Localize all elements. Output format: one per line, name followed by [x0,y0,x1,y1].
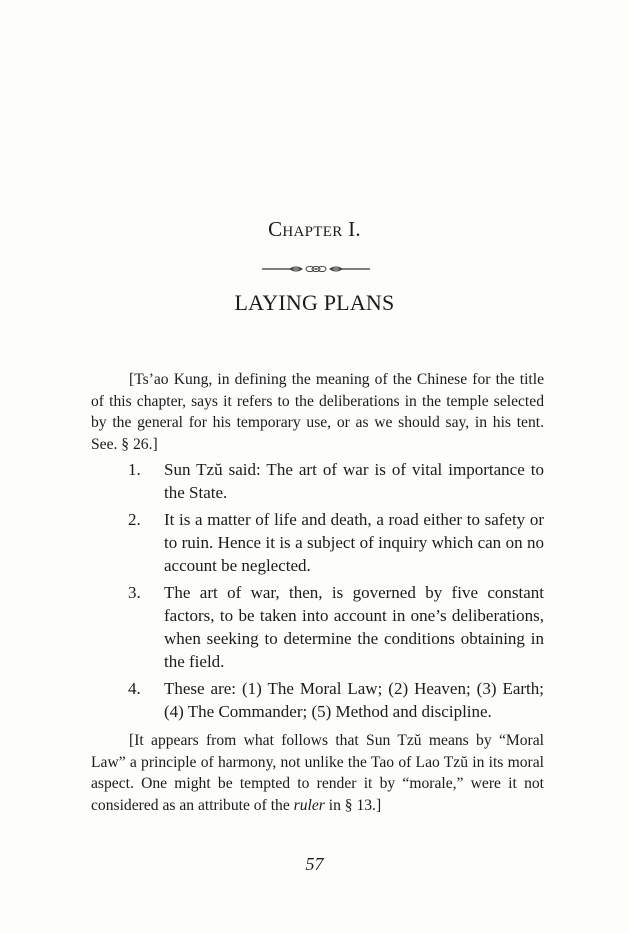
moral-law-note [91,730,544,816]
paragraph-text: It is a matter of life and death, a road either to safety or to ruin. Hence it is a subject of inquiry which can on no account be neglected. [164,510,544,575]
ornament-divider-icon [262,262,370,276]
paragraph-number: 4. [128,679,141,698]
note-text-after: in § 13.] [324,796,382,814]
chapter-title: LAYING PLANS [234,290,395,315]
list-item [91,677,544,723]
numbered-paragraphs [91,458,544,727]
paragraph-text: Sun Tzŭ said: The art of war is of vital importance to the State. [164,460,544,502]
paragraph-text: The art of war, then, is governed by five constant factors, to be taken into account in one’s deliberations, when seeking to determine the conditions obtaining in the field. [164,583,544,671]
paragraph-number: 3. [128,583,141,602]
chapter-heading: Chapter I. [268,217,361,241]
paragraph-number: 2. [128,510,141,529]
list-item [91,508,544,577]
list-item [91,581,544,673]
list-item [91,458,544,504]
note-emphasis: ruler [293,796,325,814]
paragraph-text: These are: (1) The Moral Law; (2) Heaven; (3) Earth; (4) The Commander; (5) Method and discipline. [164,679,544,721]
paragraph-number: 1. [128,460,141,479]
note-text-before: [It appears from what follows that Sun Tzŭ means by “Moral Law” a principle of harmony, not unlike the Tao of Lao Tzŭ in its moral aspect. One might be tempted to render it by “morale,” were it not considered as an attribute of the [91,732,544,814]
page-number: 57 [305,854,324,874]
intro-note: [Ts’ao Kung, in defining the meaning of the Chinese for the title of this chapter, says it refers to the deliberations in the temple selected by the general for his temporary use, or as we should say, in his tent. See. § 26.] [91,371,544,453]
